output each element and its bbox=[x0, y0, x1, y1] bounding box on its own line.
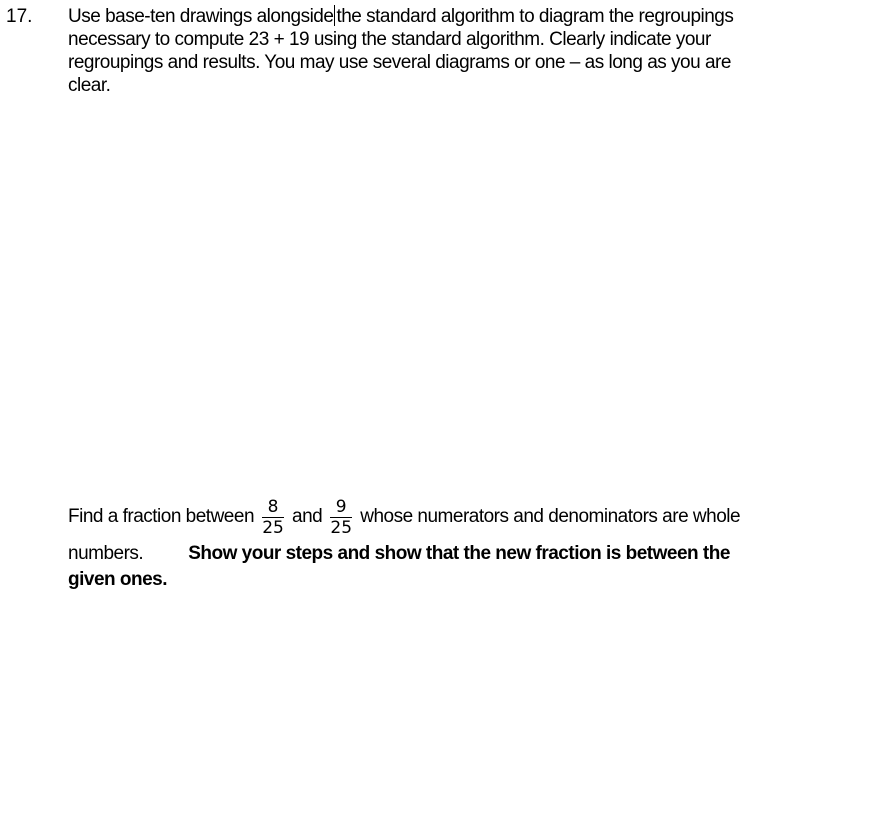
fraction-connector: and bbox=[292, 506, 323, 527]
question-line-1 bbox=[68, 5, 808, 28]
question-line-1-start: Use base-ten drawings alongside bbox=[68, 6, 334, 27]
fraction-2-numerator: 9 bbox=[335, 496, 347, 517]
fraction-2-denominator: 25 bbox=[330, 517, 353, 538]
fraction-question-line-1 bbox=[68, 494, 828, 540]
fraction-intro: Find a fraction between bbox=[68, 506, 255, 527]
question-17-text bbox=[68, 5, 808, 97]
question-line-1-end: the standard algorithm to diagram the regroupings bbox=[336, 6, 734, 27]
fraction-after-text: whose numerators and denominators are whole bbox=[360, 506, 741, 527]
question-number: 17. bbox=[6, 6, 33, 27]
fraction-8-25 bbox=[262, 497, 284, 538]
fraction-1-denominator: 25 bbox=[262, 517, 284, 538]
question-line-2: necessary to compute 23 + 19 using the standard algorithm. Clearly indicate your bbox=[68, 29, 711, 50]
fraction-question-line-2 bbox=[68, 542, 828, 566]
fraction-1-numerator: 8 bbox=[267, 496, 279, 517]
fraction-9-25 bbox=[330, 497, 352, 538]
fraction-question-line-3: given ones. bbox=[68, 569, 168, 590]
question-line-4: clear. bbox=[68, 75, 111, 96]
question-line-3: regroupings and results. You may use several diagrams or one – as long as you are bbox=[68, 52, 731, 73]
fraction-numbers-text: numbers. bbox=[68, 543, 144, 564]
fraction-instruction-bold: Show your steps and show that the new fraction is between the bbox=[188, 543, 730, 564]
fraction-question bbox=[68, 494, 828, 592]
